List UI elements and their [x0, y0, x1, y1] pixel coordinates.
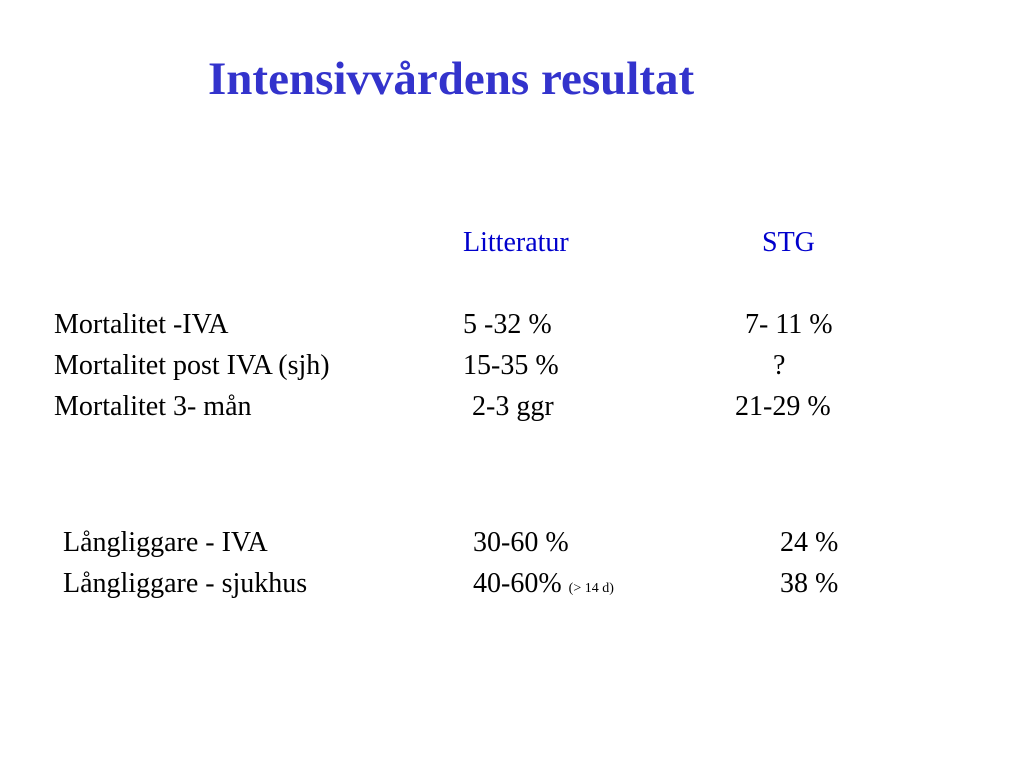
- cell-literature-longstay-hospital: [473, 570, 614, 598]
- page-title: Intensivvårdens resultat: [208, 53, 695, 105]
- cell-literature-longstay-iva-value: 30-60 %: [473, 527, 569, 558]
- cell-literature-mortality-3-months: 2-3 ggr: [472, 391, 554, 422]
- cell-literature-longstay-iva: [473, 529, 569, 557]
- cell-stg-longstay-iva: 24 %: [780, 527, 839, 558]
- cell-literature-longstay-hospital-note: (> 14 d): [568, 581, 614, 596]
- cell-literature-mortality-iva: 5 -32 %: [463, 309, 552, 340]
- cell-stg-mortality-3-months: 21-29 %: [735, 391, 831, 422]
- row-label-longstay-iva: Långliggare - IVA: [63, 527, 268, 558]
- row-label-mortality-post-iva: Mortalitet post IVA (sjh): [54, 350, 330, 381]
- cell-stg-mortality-iva: 7- 11 %: [745, 309, 833, 340]
- cell-stg-mortality-post-iva: ?: [773, 350, 786, 381]
- column-header-literature: Litteratur: [463, 227, 569, 258]
- cell-literature-mortality-post-iva: 15-35 %: [463, 350, 559, 381]
- cell-literature-longstay-hospital-value: 40-60%: [473, 568, 562, 599]
- row-label-mortality-3-months: Mortalitet 3- mån: [54, 391, 252, 422]
- row-label-longstay-hospital: Långliggare - sjukhus: [63, 568, 308, 599]
- column-header-stg: STG: [762, 227, 815, 258]
- cell-stg-longstay-hospital: 38 %: [780, 568, 839, 599]
- row-label-mortality-iva: Mortalitet -IVA: [54, 309, 229, 340]
